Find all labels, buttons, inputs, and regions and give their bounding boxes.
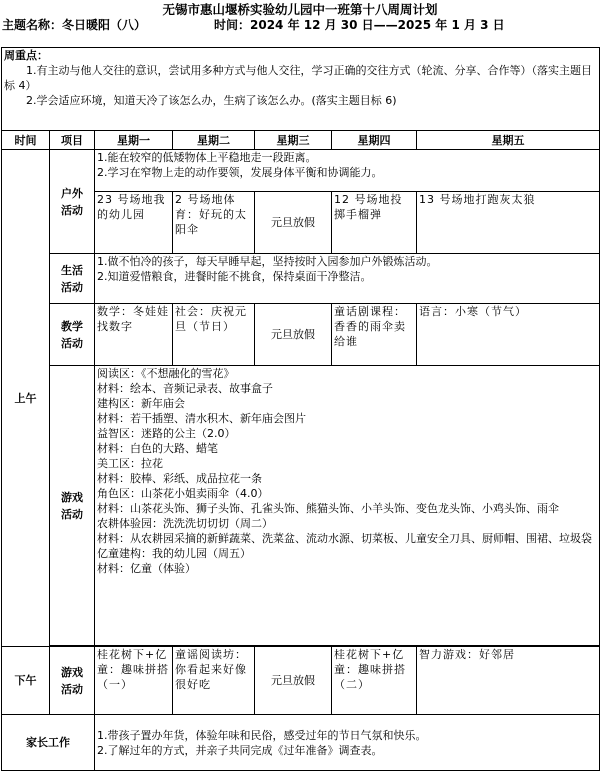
outdoor-wednesday: 元旦放假: [255, 192, 332, 254]
plan-time-range: 时间：2024 年 12 月 30 日——2025 年 1 月 3 日: [214, 18, 505, 32]
game-area-line: 亿童建构：我的幼儿园（周五）: [97, 547, 251, 560]
games-pm-label-text: 游戏活动: [61, 665, 83, 696]
game-area-line: 益智区：迷路的公主（2.0）: [97, 427, 236, 440]
games-pm-friday: 智力游戏：好邻居: [417, 647, 600, 715]
game-area-line: 美工区：拉花: [97, 457, 163, 470]
family-work-item: 2.了解过年的方式，并亲子共同完成《过年准备》调查表。: [97, 743, 383, 757]
teaching-tuesday: 社会：庆祝元旦（节日）: [173, 304, 255, 366]
family-work-item: 1.带孩子置办年货，体验年味和民俗，感受过年的节日气氛和快乐。: [97, 728, 427, 742]
game-area-line: 材料：山茶花头饰、狮子头饰、孔雀头饰、熊猫头饰、小羊头饰、变色龙头饰、小鸡头饰、雨伞: [97, 502, 559, 515]
section-family: 家长工作: [2, 715, 95, 771]
games-pm-tuesday: 童谣阅读坊：你看起来好像很好吃: [173, 647, 255, 715]
game-area-line: 材料：绘本、音频记录表、故事盒子: [97, 382, 273, 395]
outdoor-monday: 23 号场地我的幼儿园: [95, 192, 173, 254]
games-am-row: [2, 366, 600, 646]
games-pm-wednesday: 元旦放假: [255, 647, 332, 715]
life-activity-item: 1.做不怕冷的孩子，每天早睡早起，坚持按时入园参加户外锻炼活动。: [97, 255, 438, 268]
game-area-line: 材料：从农耕园采摘的新鲜蔬菜、洗菜盆、流动水源、切菜板、儿童安全刀具、厨师帽、围裙、垃圾袋: [97, 532, 592, 545]
life-activity-row: [2, 254, 600, 304]
outdoor-goal-item: 1.能在较窄的低矮物体上平稳地走一段距离。: [97, 151, 317, 164]
game-area-line: 建构区：新年庙会: [97, 397, 185, 410]
outdoor-goals-cell: [95, 150, 600, 192]
outdoor-tuesday: 2 号场地体育：好玩的太阳伞: [173, 192, 255, 254]
outdoor-thursday: 12 号场地投掷手榴弹: [332, 192, 417, 254]
family-work-cell: [95, 715, 600, 771]
games-pm-label: [50, 647, 95, 715]
column-header-row: [2, 131, 600, 150]
family-work-row: [2, 715, 600, 771]
theme-name: 主题名称：冬日暖阳（八）: [2, 18, 147, 32]
games-am-cell: [95, 366, 600, 646]
games-am-label: [50, 366, 95, 646]
games-am-label-text: 游戏活动: [61, 490, 83, 521]
col-header-time: 时间: [2, 131, 50, 150]
teaching-activity-row: [2, 304, 600, 366]
col-header-tuesday: 星期二: [173, 131, 255, 150]
col-header-friday: 星期五: [417, 131, 600, 150]
teaching-monday: 数学：冬娃娃找数字: [95, 304, 173, 366]
document-title: 无锡市惠山堰桥实验幼儿园中一班第十八周周计划: [162, 2, 438, 17]
life-activity-item: 2.知道爱惜粮食，进餐时能不挑食，保持桌面干净整洁。: [97, 270, 372, 283]
teaching-friday: 语言：小寒（节气）: [417, 304, 600, 366]
weekly-goals-cell: [2, 48, 600, 131]
weekly-goals-row: [2, 48, 600, 131]
outdoor-activity-label: [50, 150, 95, 254]
game-area-line: 材料：白色的大路、蜡笔: [97, 442, 218, 455]
weekly-goals-heading: 周重点：: [4, 49, 48, 62]
games-pm-thursday: 桂花树下+亿童：趣味拼搭（二）: [332, 647, 417, 715]
weekly-plan-table: [1, 47, 600, 771]
col-header-thursday: 星期四: [332, 131, 417, 150]
game-area-line: 角色区：山茶花小姐卖雨伞（4.0）: [97, 487, 269, 500]
games-pm-row: [2, 647, 600, 715]
section-afternoon: 下午: [2, 647, 50, 715]
col-header-item: 项目: [50, 131, 95, 150]
outdoor-friday: 13 号场地打跑灰太狼: [417, 192, 600, 254]
life-activity-cell: [95, 254, 600, 304]
game-area-line: 农耕体验园：洗洗洗切切切（周二）: [97, 517, 273, 530]
life-activity-label: [50, 254, 95, 304]
weekly-goal-item: 1.有主动与他人交往的意识，尝试用多种方式与他人交往，学习正确的交往方式（轮流、分享、合作等）（落实主题目标 4）: [4, 64, 592, 92]
teaching-wednesday: 元旦放假: [255, 304, 332, 366]
col-header-monday: 星期一: [95, 131, 173, 150]
outdoor-goal-item: 2.学习在窄物上走的动作要领，发展身体平衡和协调能力。: [97, 166, 383, 179]
teaching-thursday: 童话剧课程：香香的雨伞卖给谁: [332, 304, 417, 366]
teaching-activity-label: [50, 304, 95, 366]
col-header-wednesday: 星期三: [255, 131, 332, 150]
section-morning: 上午: [2, 150, 50, 647]
weekly-goal-item: 2.学会适应环境，知道天冷了该怎么办，生病了该怎么办。(落实主题目标 6): [26, 94, 397, 107]
games-pm-monday: 桂花树下+亿童：趣味拼搭（一）: [95, 647, 173, 715]
teaching-activity-label-text: 教学活动: [61, 319, 83, 350]
game-area-line: 材料：亿童（体验）: [97, 562, 196, 575]
outdoor-activity-label-text: 户外活动: [61, 186, 83, 217]
life-activity-label-text: 生活活动: [61, 263, 83, 294]
game-area-line: 材料：若干插塑、清水积木、新年庙会图片: [97, 412, 306, 425]
outdoor-goals-row: [2, 150, 600, 192]
game-area-line: 材料：胶棒、彩纸、成品拉花一条: [97, 472, 262, 485]
game-area-line: 阅读区：《不想融化的雪花》: [97, 367, 235, 380]
